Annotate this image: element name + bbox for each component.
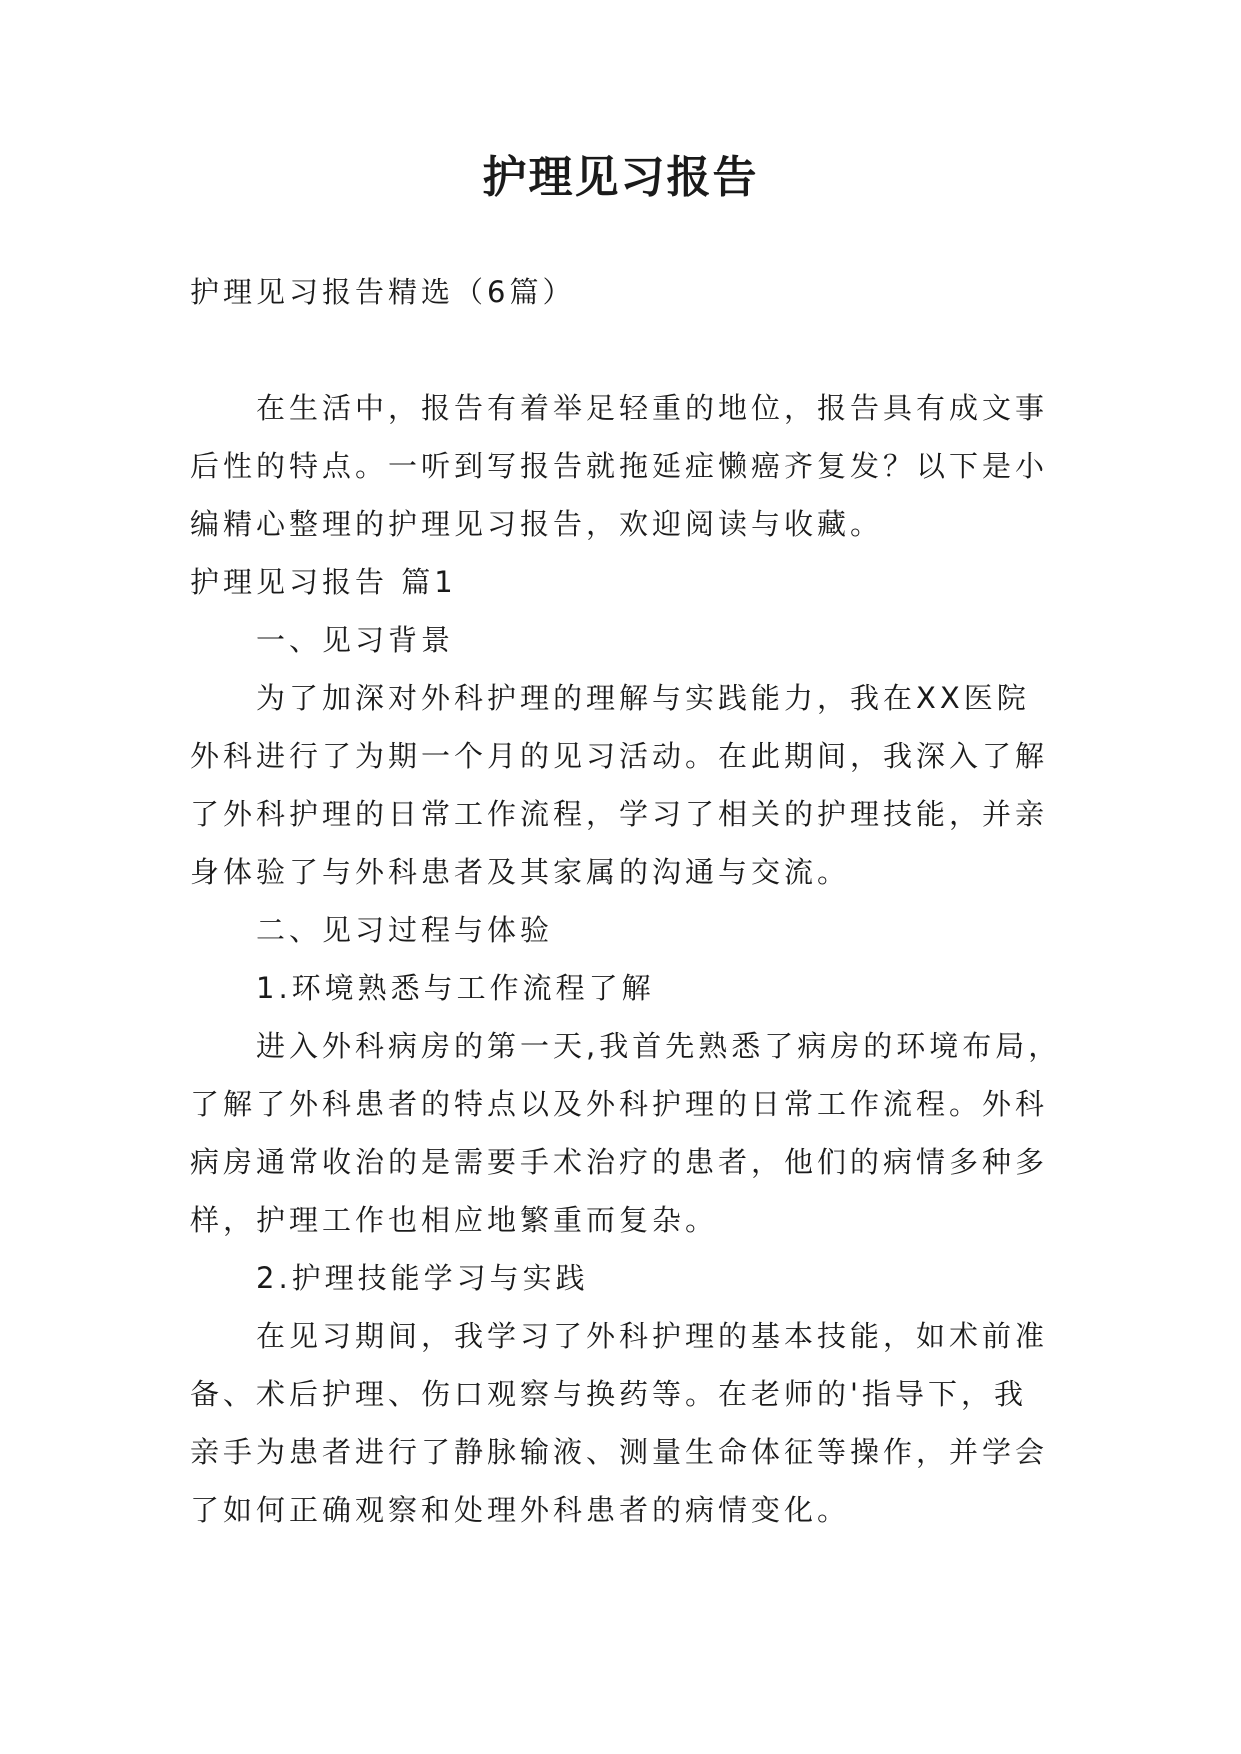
subsection-heading: 二、见习过程与体验 xyxy=(256,913,554,947)
paragraph-line: 备、术后护理、伤口观察与换药等。在老师的'指导下，我 xyxy=(190,1377,1027,1411)
paragraph-line: 病房通常收治的是需要手术治疗的患者，他们的病情多种多 xyxy=(190,1145,1049,1179)
blank-line xyxy=(190,321,1056,379)
paragraph-line: 进入外科病房的第一天,我首先熟悉了病房的环境布局， xyxy=(256,1029,1062,1063)
paragraph-line: 样，护理工作也相应地繁重而复杂。 xyxy=(190,1203,719,1237)
paragraph-line: 亲手为患者进行了静脉输液、测量生命体征等操作，并学会 xyxy=(190,1435,1049,1469)
paragraph-line: 为了加深对外科护理的理解与实践能力，我在XX医院 xyxy=(256,681,1030,715)
document-body xyxy=(190,263,1062,1539)
paragraph-line: 了外科护理的日常工作流程，学习了相关的护理技能，并亲 xyxy=(190,797,1049,831)
intro-line: 在生活中，报告有着举足轻重的地位，报告具有成文事 xyxy=(256,391,1049,425)
intro-line: 编精心整理的护理见习报告，欢迎阅读与收藏。 xyxy=(190,507,884,541)
paragraph-line: 在见习期间，我学习了外科护理的基本技能，如术前准 xyxy=(256,1319,1049,1353)
numbered-heading: 1.环境熟悉与工作流程了解 xyxy=(256,971,655,1005)
numbered-heading: 2.护理技能学习与实践 xyxy=(256,1261,589,1295)
intro-line: 后性的特点。一听到写报告就拖延症懒癌齐复发？以下是小 xyxy=(190,449,1049,483)
document-title: 护理见习报告 xyxy=(482,152,759,203)
paragraph-line: 了如何正确观察和处理外科患者的病情变化。 xyxy=(190,1493,851,1527)
subsection-heading: 一、见习背景 xyxy=(256,623,455,657)
paragraph-line: 了解了外科患者的特点以及外科护理的日常工作流程。外科 xyxy=(190,1087,1049,1121)
subtitle-line: 护理见习报告精选（6篇） xyxy=(190,275,576,309)
paragraph-line: 外科进行了为期一个月的见习活动。在此期间，我深入了解 xyxy=(190,739,1049,773)
section-heading: 护理见习报告 篇1 xyxy=(190,565,457,599)
paragraph-line: 身体验了与外科患者及其家属的沟通与交流。 xyxy=(190,855,851,889)
